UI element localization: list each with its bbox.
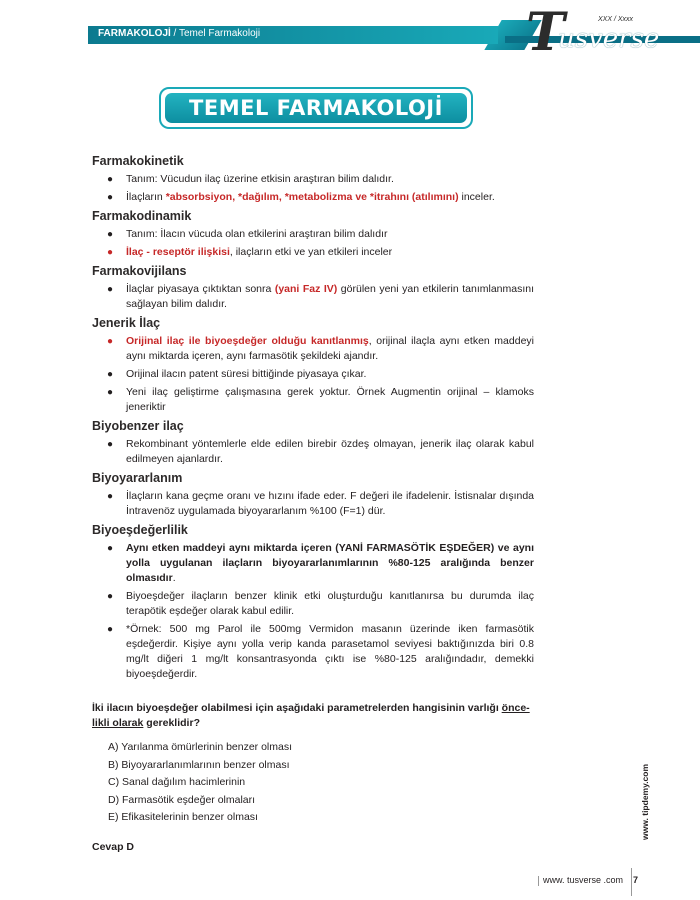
bullet-icon: ● (107, 192, 114, 203)
item-text: İlaçlar piyasaya çıktıktan sonra (126, 283, 275, 295)
item-text: Orijinal ilacın patent süresi bittiğinde piyasaya çıkar. (126, 368, 367, 380)
bullet-item (92, 172, 534, 187)
item-text: inceler. (458, 191, 495, 203)
bullet-list (92, 172, 534, 205)
answer-option: A) Yarılanma ömürlerinin benzer olması (108, 741, 293, 753)
question-underlined: önce-likli olarak (92, 702, 530, 729)
footer (538, 875, 638, 886)
page-title: TEMEL FARMAKOLOJİ (189, 96, 443, 120)
bullet-icon: ● (107, 284, 114, 295)
breadcrumb-separator: / (170, 28, 179, 39)
bullet-list (92, 541, 534, 682)
bullet-item (92, 541, 534, 586)
item-text: , orijinal ilaçla aynı etken maddeyi aynı miktarda içeren, aynı farmasötik şekildeki ajandır. (126, 335, 534, 362)
highlighted-text: Orijinal ilaç ile biyoeşdeğer olduğu kanıtlanmış (126, 335, 369, 347)
item-text: İlaçların kana geçme oranı ve hızını ifade eder. F değeri ile ifadelenir. İstisnalar dışında İntravenöz uygulamada biyoyararlanım %100 (F=1) dür. (126, 490, 534, 517)
question-part: gereklidir? (143, 717, 200, 729)
item-text: , ilaçların etki ve yan etkileri inceler (229, 246, 393, 258)
bullet-icon: ● (107, 491, 114, 502)
bullet-item (92, 190, 534, 205)
answer-option: D) Farmasötik eşdeğer olmaları (108, 793, 256, 806)
item-text: Tanım: İlacın vücuda olan etkilerini araştıran bilim dalıdır (126, 228, 388, 240)
highlighted-text: (yani Faz IV) (274, 283, 338, 295)
section-heading: Biyoeşdeğerlilik (92, 523, 188, 537)
item-text: Biyoeşdeğer ilaçların benzer klinik etki oluşturduğu kanıtlanırsa bu durumda ilaç terapötik eşdeğer olarak kabul edilir. (126, 590, 534, 617)
bullet-item (92, 385, 534, 415)
footer-bar (538, 876, 539, 886)
answer-option: C) Sanal dağılım hacimlerinin (108, 776, 246, 788)
bold-text: Aynı etken maddeyi aynı miktarda içeren (YANİ FARMASÖTİK EŞDEĞER) ve aynı yolla uygulanan ilaçların biyoyararlanımlarının %80-125 aralığında benzer olmasıdır (126, 542, 534, 584)
answer-options (92, 739, 534, 827)
logo-letter: T (526, 2, 565, 63)
page-number: 7 (633, 875, 639, 885)
item-text: Rekombinant yöntemlerle elde edilen birebir özdeş olmayan, jenerik ilaç olarak kabul edilmeyen ajanlardır. (126, 438, 534, 465)
section-heading: Biyoyararlanım (92, 471, 183, 485)
bullet-icon: ● (107, 624, 114, 635)
bullet-item (92, 437, 534, 467)
section-heading: Jenerik İlaç (92, 316, 161, 330)
highlighted-text: İlaç - reseptör ilişkisi (126, 246, 230, 258)
side-website: www. tipdemy.com (640, 763, 650, 840)
bullet-item (92, 245, 534, 260)
section-heading: Farmakokinetik (92, 154, 184, 168)
page-title-box (159, 87, 473, 129)
breadcrumb-section: FARMAKOLOJİ (98, 28, 171, 39)
item-text: İlaçların (126, 191, 166, 203)
bullet-icon: ● (107, 369, 114, 380)
logo-word: usverse (558, 24, 660, 54)
bullet-list (92, 489, 534, 519)
breadcrumb-subsection: Temel Farmakoloji (178, 28, 261, 39)
bullet-list (92, 282, 534, 312)
bullet-item (92, 334, 534, 364)
section-heading: Farmakovijilans (92, 264, 187, 278)
bullet-item (92, 282, 534, 312)
bullet-item (92, 227, 534, 242)
item-text: Tanım: Vücudun ilaç üzerine etkisin araştıran bilim dalıdır. (126, 173, 394, 185)
answer-key: Cevap D (92, 840, 135, 853)
bullet-item (92, 622, 534, 682)
bullet-item (92, 367, 534, 382)
bullet-item (92, 589, 534, 619)
bullet-list (92, 334, 534, 415)
logo-small-text: XXX / Xxxx (598, 16, 634, 23)
answer-option: B) Biyoyararlanımlarının benzer olması (108, 758, 290, 771)
bullet-item (92, 489, 534, 519)
item-text: *Örnek: 500 mg Parol ile 500mg Vermidon masanın üzerinde iken farmasötik eşdeğerdir. Kişiye aynı yolla verip kanda parasetamol seviyesi baktığınızda biri 0.8 mg/lt diğeri 1 mg/lt konsantrasyonda çıktı ise %80-125 aralığındadır, demekki biyoeşdeğerdir. (126, 623, 534, 680)
section-heading: Biyobenzer ilaç (92, 419, 184, 433)
item-text: görülen yeni yan etkilerin tanımlanmasını sağlayan bilim dalıdır. (126, 283, 535, 310)
bullet-list (92, 227, 534, 260)
bullet-list (92, 437, 534, 467)
tusverse-logo (520, 2, 700, 63)
section-heading: Farmakodinamik (92, 209, 192, 223)
bullet-icon: ● (107, 174, 114, 185)
highlighted-text: *absorbsiyon, *dağılım, *metabolizma ve *itrahını (atılımını) (165, 191, 459, 203)
bullet-icon: ● (107, 247, 114, 258)
footer-website: www. tusverse .com (543, 875, 624, 885)
bullet-icon: ● (107, 336, 114, 347)
main-content (92, 150, 534, 853)
bullet-icon: ● (107, 229, 114, 240)
page-title-inner (165, 93, 467, 123)
bullet-icon: ● (107, 591, 114, 602)
answer-option: E) Efikasitelerinin benzer olması (108, 811, 258, 823)
item-text: Yeni ilaç geliştirme çalışmasına gerek yoktur. Örnek Augmentin orijinal – klamoks jeneriktir (126, 386, 534, 413)
item-text: . (172, 572, 176, 584)
question-part: İki ilacın biyoeşdeğer olabilmesi için aşağıdaki parametrelerden hangisinin varlığı (92, 702, 502, 714)
bullet-icon: ● (107, 439, 114, 450)
bullet-icon: ● (107, 387, 114, 398)
bullet-icon: ● (107, 543, 114, 554)
question-text (92, 701, 534, 731)
header-bar (88, 26, 498, 44)
breadcrumb (98, 28, 260, 39)
